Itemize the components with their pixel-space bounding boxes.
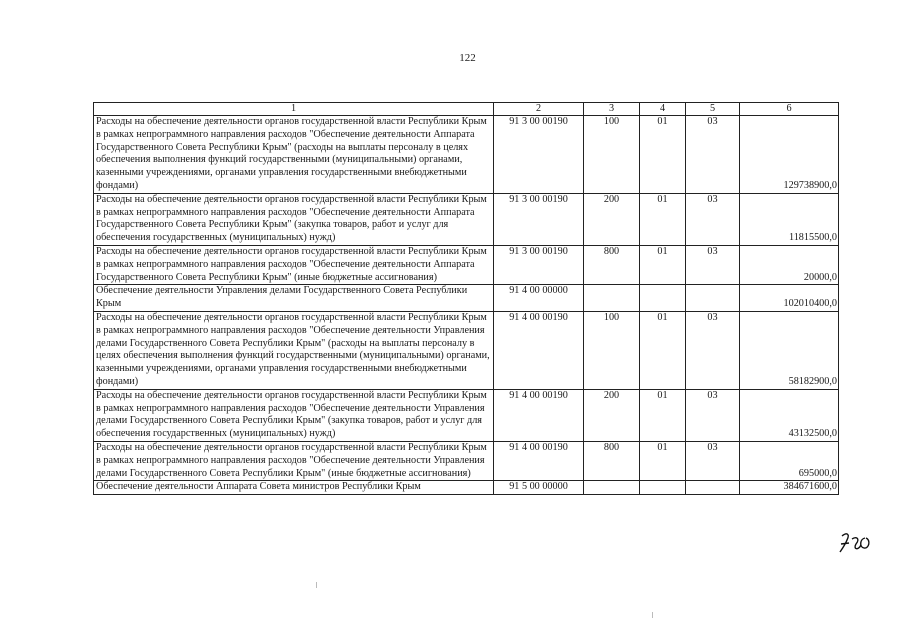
description-cell: Обеспечение деятельности Аппарата Совета министров Республики Крым	[94, 481, 494, 495]
table-header-row	[94, 103, 839, 116]
scan-artifact-mark	[316, 582, 317, 588]
target-article-cell: 91 3 00 00190	[494, 245, 584, 284]
target-article-cell: 91 4 00 00190	[494, 441, 584, 480]
target-article-cell: 91 3 00 00190	[494, 116, 584, 194]
amount-cell: 58182900,0	[740, 311, 839, 389]
description-cell: Расходы на обеспечение деятельности органов государственной власти Республики Крым в рамках непрограммного направления расходов "Обеспечение деятельности Аппарата Государственного Совета Республики Крым" (иные бюджетные ассигнования)	[94, 245, 494, 284]
description-cell: Расходы на обеспечение деятельности органов государственной власти Республики Крым в рамках непрограммного направления расходов "Обеспечение деятельности Управления делами Государственного Совета Республики Крым" (закупка товаров, работ и услуг для обеспечения государственных (муниципальных) нужд)	[94, 389, 494, 441]
table-row	[94, 116, 839, 194]
subsection-cell: 03	[686, 193, 740, 245]
target-article-cell: 91 4 00 00000	[494, 285, 584, 312]
expense-type-cell: 200	[584, 193, 640, 245]
scan-artifact-mark	[652, 612, 653, 618]
budget-table	[93, 102, 839, 495]
amount-cell: 384671600,0	[740, 481, 839, 495]
section-cell: 01	[640, 245, 686, 284]
section-cell: 01	[640, 311, 686, 389]
expense-type-cell	[584, 481, 640, 495]
table-row	[94, 285, 839, 312]
page-number: 122	[459, 52, 476, 64]
subsection-cell: 03	[686, 441, 740, 480]
handwritten-initials-mark	[838, 530, 874, 561]
header-col-6: 6	[740, 103, 839, 116]
table-row	[94, 389, 839, 441]
target-article-cell: 91 4 00 00190	[494, 311, 584, 389]
section-cell: 01	[640, 441, 686, 480]
table-row	[94, 311, 839, 389]
description-cell: Расходы на обеспечение деятельности органов государственной власти Республики Крым в рамках непрограммного направления расходов "Обеспечение деятельности Аппарата Государственного Совета Республики Крым" (расходы на выплаты персоналу в целях обеспечения выполнения функций государственными (муниципальными) органами, казенными учреждениями, органами управления государственными внебюджетными фондами)	[94, 116, 494, 194]
header-col-2: 2	[494, 103, 584, 116]
description-cell: Обеспечение деятельности Управления делами Государственного Совета Республики Крым	[94, 285, 494, 312]
table-row	[94, 441, 839, 480]
section-cell	[640, 481, 686, 495]
expense-type-cell: 800	[584, 441, 640, 480]
description-cell: Расходы на обеспечение деятельности органов государственной власти Республики Крым в рамках непрограммного направления расходов "Обеспечение деятельности Управления делами Государственного Совета Республики Крым" (иные бюджетные ассигнования)	[94, 441, 494, 480]
table-row	[94, 193, 839, 245]
target-article-cell: 91 5 00 00000	[494, 481, 584, 495]
expense-type-cell: 200	[584, 389, 640, 441]
section-cell: 01	[640, 389, 686, 441]
description-cell: Расходы на обеспечение деятельности органов государственной власти Республики Крым в рамках непрограммного направления расходов "Обеспечение деятельности Управления делами Государственного Совета Республики Крым" (расходы на выплаты персоналу в целях обеспечения выполнения функций государственными (муниципальными) органами, казенными учреждениями, органами управления государственными внебюджетными фондами)	[94, 311, 494, 389]
subsection-cell: 03	[686, 389, 740, 441]
header-col-4: 4	[640, 103, 686, 116]
section-cell: 01	[640, 116, 686, 194]
subsection-cell: 03	[686, 311, 740, 389]
subsection-cell: 03	[686, 245, 740, 284]
header-col-3: 3	[584, 103, 640, 116]
subsection-cell	[686, 481, 740, 495]
expense-type-cell: 100	[584, 311, 640, 389]
amount-cell: 695000,0	[740, 441, 839, 480]
expense-type-cell: 800	[584, 245, 640, 284]
section-cell: 01	[640, 193, 686, 245]
amount-cell: 43132500,0	[740, 389, 839, 441]
amount-cell: 11815500,0	[740, 193, 839, 245]
subsection-cell	[686, 285, 740, 312]
table-row	[94, 245, 839, 284]
amount-cell: 129738900,0	[740, 116, 839, 194]
signature-scribble-icon	[838, 530, 874, 556]
description-cell: Расходы на обеспечение деятельности органов государственной власти Республики Крым в рамках непрограммного направления расходов "Обеспечение деятельности Аппарата Государственного Совета Республики Крым" (закупка товаров, работ и услуг для обеспечения государственных (муниципальных) нужд)	[94, 193, 494, 245]
target-article-cell: 91 3 00 00190	[494, 193, 584, 245]
header-col-1: 1	[94, 103, 494, 116]
expense-type-cell: 100	[584, 116, 640, 194]
expense-type-cell	[584, 285, 640, 312]
target-article-cell: 91 4 00 00190	[494, 389, 584, 441]
subsection-cell: 03	[686, 116, 740, 194]
amount-cell: 102010400,0	[740, 285, 839, 312]
budget-table-body	[94, 103, 839, 495]
section-cell	[640, 285, 686, 312]
amount-cell: 20000,0	[740, 245, 839, 284]
table-row	[94, 481, 839, 495]
header-col-5: 5	[686, 103, 740, 116]
